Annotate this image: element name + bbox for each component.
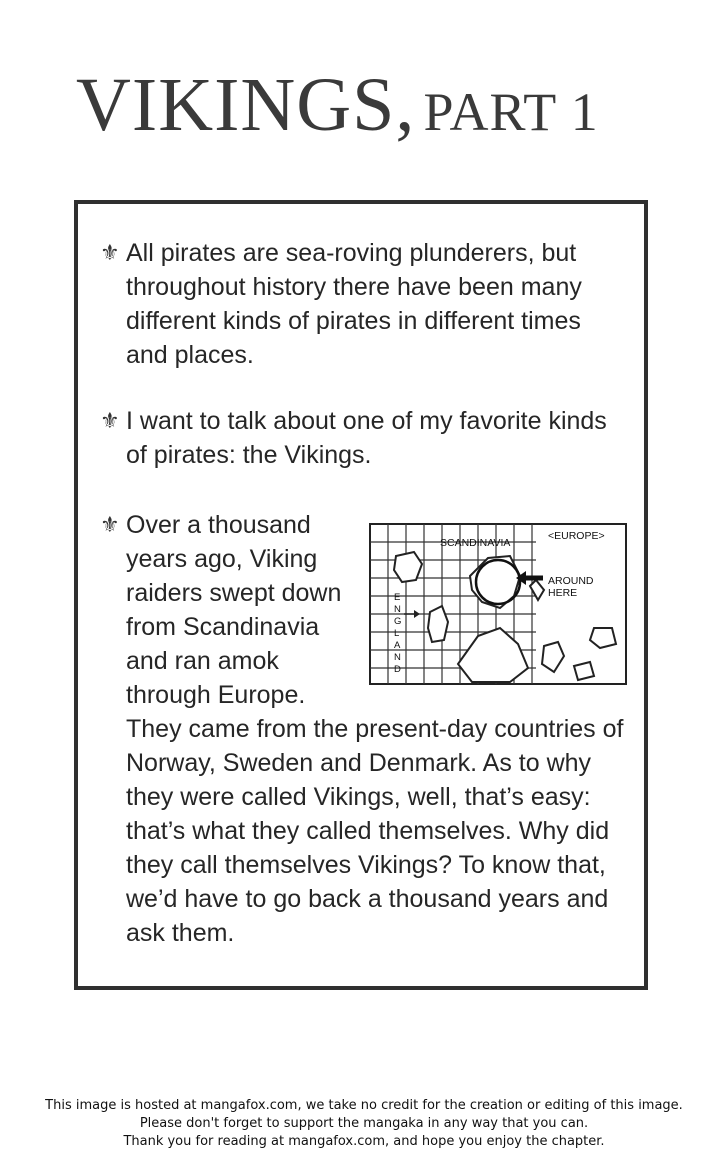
bullet-text-1: All pirates are sea-roving plunderers, but throughout history there have been many different kinds of pirates in different times and places. — [126, 239, 582, 369]
fleur-de-lis-icon: ⚜ — [100, 512, 120, 537]
fleur-de-lis-icon: ⚜ — [100, 408, 120, 433]
england-letter: D — [394, 664, 401, 675]
england-letter: G — [394, 616, 402, 627]
title-sub: PART 1 — [423, 82, 599, 142]
bullet-text-2: I want to talk about one of my favorite kinds of pirates: the Vikings. — [126, 407, 607, 469]
label-scandinavia: SCANDINAVIA — [440, 537, 511, 549]
bullet-text-3-intro — [100, 508, 356, 712]
footer-notice — [0, 1097, 728, 1151]
england-letter: E — [394, 592, 401, 603]
map-landmasses — [394, 552, 616, 682]
footer-line-2: Please don't forget to support the mangaka in any way that you can. — [139, 1116, 589, 1131]
fleur-de-lis-icon: ⚜ — [100, 240, 120, 265]
intro-line: through Europe. — [126, 681, 306, 709]
bullet-item-2 — [100, 404, 620, 472]
footer-line-3: Thank you for reading at mangafox.com, and hope you enjoy the chapter. — [123, 1134, 605, 1149]
text-panel — [74, 200, 648, 990]
label-here: HERE — [548, 587, 578, 599]
intro-line: Over a thousand — [126, 511, 311, 539]
label-around: AROUND — [548, 575, 594, 587]
europe-map-sketch — [368, 516, 630, 688]
page-title — [76, 62, 676, 149]
bullet-item-1 — [100, 236, 620, 372]
intro-line: and ran amok — [126, 647, 279, 675]
intro-line: from Scandinavia — [126, 613, 320, 641]
england-letter: N — [394, 652, 401, 663]
england-letter: N — [394, 604, 401, 615]
england-letter: L — [394, 628, 400, 639]
label-england — [394, 592, 401, 675]
bullet-text-3-continued: They came from the present-day countries of Norway, Sweden and Denmark. As to why they were called Vikings, well, that’s easy: that’s what they called themselves. Why did they call themselves Vikings? To know that, we’d have to go back a thousand years and ask them. — [126, 715, 624, 947]
england-arrow-head-icon — [414, 610, 420, 618]
footer-line-1: This image is hosted at mangafox.com, we take no credit for the creation or editing of this image. — [45, 1098, 683, 1113]
england-letter: A — [394, 640, 401, 651]
label-europe: <EUROPE> — [548, 530, 605, 542]
intro-line: raiders swept down — [126, 579, 342, 607]
title-main: VIKINGS, — [76, 63, 416, 147]
intro-line: years ago, Viking — [126, 545, 318, 573]
